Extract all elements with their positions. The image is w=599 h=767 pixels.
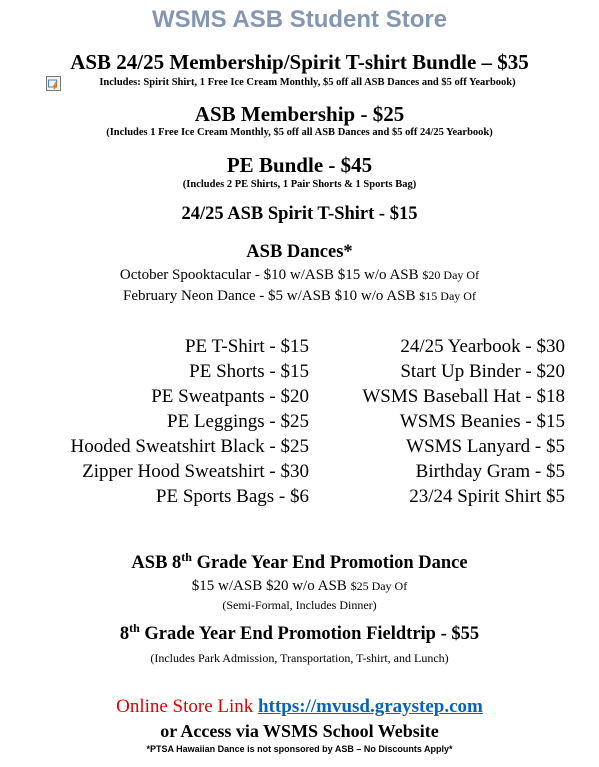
dance-event-2-day-of: $15 Day Of [419, 289, 476, 303]
list-item: 23/24 Spirit Shirt $5 [409, 486, 565, 507]
disclaimer-note: *PTSA Hawaiian Dance is not sponsored by ASB – No Discounts Apply* [146, 744, 453, 754]
promo-dance-day-of: $25 Day Of [350, 579, 408, 593]
promo-dance-heading-pre: ASB 8 [131, 553, 182, 573]
page-title: WSMS ASB Student Store [151, 6, 448, 33]
fieldtrip-heading-sup: th [129, 620, 140, 635]
list-item: Birthday Gram - $5 [415, 461, 565, 482]
list-item: Start Up Binder - $20 [400, 361, 565, 382]
membership-heading: ASB Membership - $25 [194, 102, 405, 126]
dances-heading: ASB Dances* [246, 242, 353, 262]
online-store-line [0, 696, 599, 718]
fieldtrip-heading-post: Grade Year End Promotion Fieldtrip - $55 [139, 624, 480, 644]
list-item: WSMS Baseball Hat - $18 [362, 386, 565, 407]
spirit-shirt-heading: 24/25 ASB Spirit T-Shirt - $15 [181, 204, 418, 224]
promo-dance-heading-sup: th [181, 549, 192, 564]
online-store-label: Online Store Link [116, 696, 259, 717]
list-item: PE T-Shirt - $15 [184, 336, 309, 357]
promo-dance-heading-post: Grade Year End Promotion Dance [191, 553, 468, 573]
list-item: PE Sweatpants - $20 [151, 386, 309, 407]
list-item: WSMS Beanies - $15 [399, 411, 565, 432]
list-item: Zipper Hood Sweatshirt - $30 [82, 461, 309, 482]
promo-dance-heading [0, 549, 599, 574]
online-store-link[interactable]: https://mvusd.graystep.com [258, 696, 483, 717]
list-item: PE Shorts - $15 [189, 361, 309, 382]
membership-includes: (Includes 1 Free Ice Cream Monthly, $5 off all ASB Dances and $5 off 24/25 Yearbook) [106, 127, 493, 138]
bundle-includes: Includes: Spirit Shirt, 1 Free Ice Cream Monthly, $5 off all ASB Dances and $5 off Yearbook) [99, 77, 516, 88]
fieldtrip-heading [0, 620, 599, 645]
promo-dance-note: (Semi-Formal, Includes Dinner) [222, 598, 377, 612]
promo-dance-price: $15 w/ASB $20 w/o ASB [191, 578, 347, 594]
list-item: PE Sports Bags - $6 [155, 486, 309, 507]
items-left-list [70, 334, 309, 509]
list-item: WSMS Lanyard - $5 [406, 436, 565, 457]
list-item: PE Leggings - $25 [167, 411, 309, 432]
fieldtrip-heading-pre: 8 [119, 624, 130, 644]
dance-event-1-day-of: $20 Day Of [422, 268, 480, 282]
items-right-list [330, 334, 565, 509]
bundle-heading: ASB 24/25 Membership/Spirit T-shirt Bundle – $35 [70, 50, 529, 74]
dance-event-1 [0, 267, 599, 284]
dance-event-1-name: October Spooktacular - $10 w/ASB $15 w/o ASB [119, 267, 419, 283]
fieldtrip-includes: (Includes Park Admission, Transportation, T-shirt, and Lunch) [150, 651, 449, 665]
pe-bundle-includes: (Includes 2 PE Shirts, 1 Pair Shorts & 1 Sports Bag) [182, 179, 417, 190]
dance-event-2-name: February Neon Dance - $5 w/ASB $10 w/o ASB [123, 288, 416, 304]
access-via-website: or Access via WSMS School Website [160, 721, 439, 741]
list-item: Hooded Sweatshirt Black - $25 [70, 436, 309, 457]
list-item: 24/25 Yearbook - $30 [400, 336, 565, 357]
promo-dance-price-line [0, 578, 599, 595]
pe-bundle-heading: PE Bundle - $45 [226, 153, 373, 177]
dance-event-2 [0, 288, 599, 305]
